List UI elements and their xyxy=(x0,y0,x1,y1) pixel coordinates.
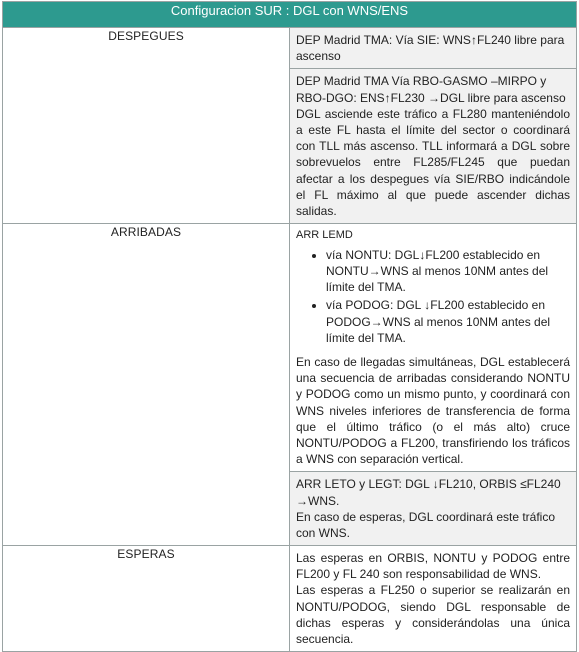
arr-lemd-simultaneous-text: En caso de llegadas simultáneas, DGL establecerá una secuencia de arribadas considerando NONTU y PODOG como un mismo punto, y coordinará con WNS niveles inferiores de transferencia de forma que el último tráfico (o el más alto) cruce NONTU/PODOG a FL200, transfiriendo los tráficos a WNS con separación vertical. xyxy=(296,355,570,467)
arr-lemd-list xyxy=(296,247,570,346)
arr-lemd-nontu-item: • vía NONTU: DGL↓FL200 establecido en NONTU→WNS al menos 10NM antes del límite del TMA. xyxy=(326,247,570,296)
arribadas-lemd-cell xyxy=(290,224,577,472)
esperas-line-1: Las esperas en ORBIS, NONTU y PODOG entre FL200 y FL 240 son responsabilidad de WNS. xyxy=(296,551,570,582)
despegues-rbo-cell xyxy=(290,69,577,224)
esperas-line-2: Las esperas a FL250 o superior se realizarán en NONTU/PODOG, siendo DGL responsable de dichas esperas y considerándolas una única secuencia. xyxy=(296,583,570,647)
arr-leto-text: ARR LETO y LEGT: DGL ↓FL210, ORBIS ≤FL240 →WNS. xyxy=(296,477,561,508)
despegues-row-1 xyxy=(3,28,577,69)
arribadas-row-1 xyxy=(3,224,577,472)
configuration-table xyxy=(2,1,577,652)
table-title: Configuracion SUR : DGL con WNS/ENS xyxy=(3,2,577,28)
arribadas-label: ARRIBADAS xyxy=(3,224,290,546)
despegues-sie-text: DEP Madrid TMA: Vía SIE: WNS↑FL240 libre para ascenso xyxy=(296,33,565,64)
despegues-rbo-route-text: DEP Madrid TMA Vía RBO-GASMO –MIRPO y RBO-DGO: ENS↑FL230 →DGL libre para ascenso xyxy=(296,74,566,105)
arr-lemd-podog-item: • vía PODOG: DGL ↓FL200 establecido en PODOG→WNS al menos 10NM antes del límite del TMA. xyxy=(326,297,570,346)
despegues-sie-cell xyxy=(290,28,577,69)
despegues-rbo-detail-text: DGL asciende este tráfico a FL280 manteniéndolo a este FL hasta el límite del sector o coordinará con TLL más ascenso. TLL informará a DGL sobre sobrevuelos entre FL285/FL245 que puedan afectar a los despegues vía SIE/RBO indicándole el FL máximo al que puede ascender dichas salidas. xyxy=(296,106,570,218)
esperas-cell xyxy=(290,546,577,652)
table-header-row xyxy=(3,2,577,28)
configuration-table-container xyxy=(2,1,577,652)
arr-leto-hold-text: En caso de esperas, DGL coordinará este tráfico con WNS. xyxy=(296,509,556,540)
esperas-label: ESPERAS xyxy=(3,546,290,652)
despegues-label: DESPEGUES xyxy=(3,28,290,224)
arribadas-leto-cell xyxy=(290,472,577,546)
esperas-row xyxy=(3,546,577,652)
arr-lemd-header: ARR LEMD xyxy=(296,229,353,242)
